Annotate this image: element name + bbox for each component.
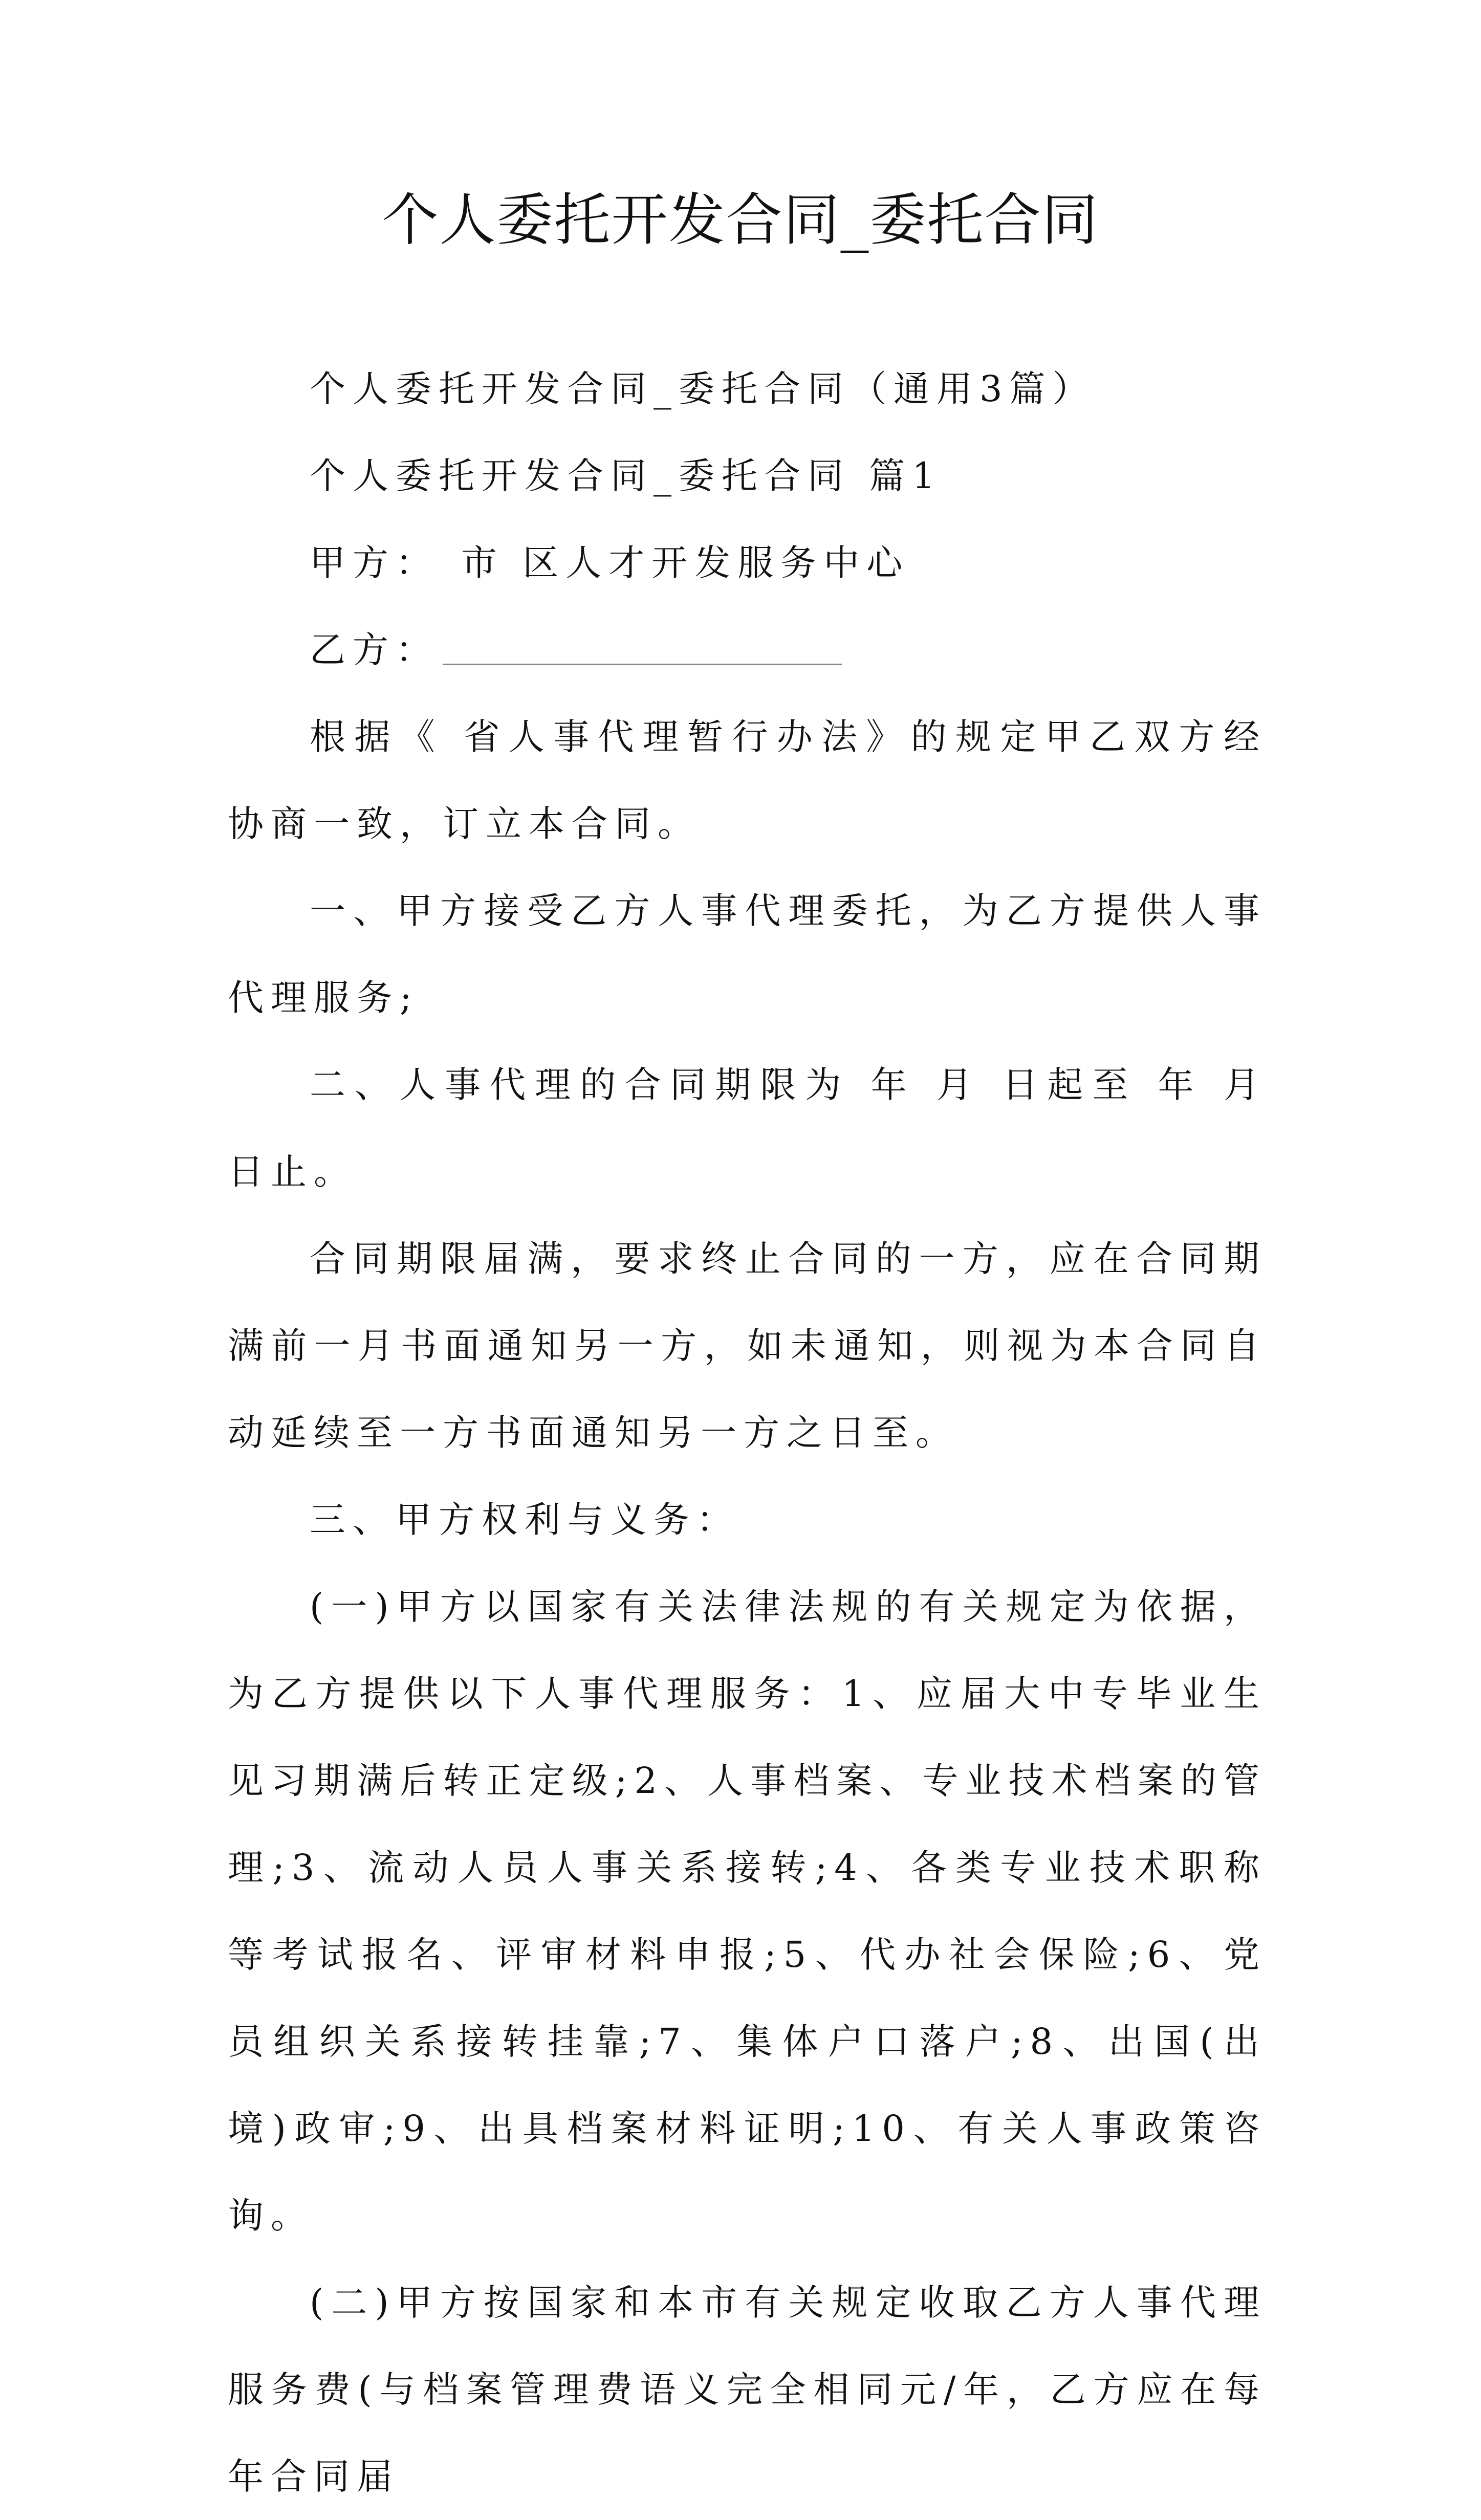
party-b-label: 乙方：	[310, 629, 439, 671]
party-a-value: 市 区人才开发服务中心	[461, 542, 910, 584]
document-subtitle: 个人委托开发合同_委托合同（通用3篇）	[310, 368, 1096, 410]
section-heading: 个人委托开发合同_委托合同 篇1	[310, 455, 942, 497]
paragraph: 根据《 省人事代理暂行办法》的规定甲乙双方经协商一致，订立本合同。	[228, 716, 1267, 845]
party-a-label: 甲方：	[310, 542, 439, 584]
paragraph: 合同期限届满，要求终止合同的一方，应在合同期满前一月书面通知另一方，如未通知，则视为本合同自动延续至一方书面通知另一方之日至。	[228, 1238, 1267, 1454]
paragraph: 三、甲方权利与义务：	[310, 1499, 739, 1541]
party-a-line	[228, 519, 1267, 606]
party-b-line	[228, 606, 1267, 693]
paragraph: 一、甲方接受乙方人事代理委托，为乙方提供人事代理服务;	[228, 890, 1267, 1019]
document-body	[228, 345, 1267, 2520]
paragraph: (一)甲方以国家有关法律法规的有关规定为依据，为乙方提供以下人事代理服务：1、应届大中专毕业生见习期满后转正定级;2、人事档案、专业技术档案的管理;3、流动人员人事关系接转;4、各类专业技术职称等考试报名、评审材料申报;5、代办社会保险;6、党员组织关系接转挂靠;7、集体户口落户;8、出国(出境)政审;9、出具档案材料证明;10、有关人事政策咨询。	[228, 1586, 1267, 2237]
paragraph: 二、人事代理的合同期限为 年 月 日起至 年 月 日止。	[228, 1064, 1267, 1193]
document-title: 个人委托开发合同_委托合同	[382, 187, 1099, 253]
paragraph: (二)甲方按国家和本市有关规定收取乙方人事代理服务费(与档案管理费语义完全相同元/年，乙方应在每年合同届	[228, 2282, 1267, 2497]
party-b-blank	[443, 633, 842, 665]
